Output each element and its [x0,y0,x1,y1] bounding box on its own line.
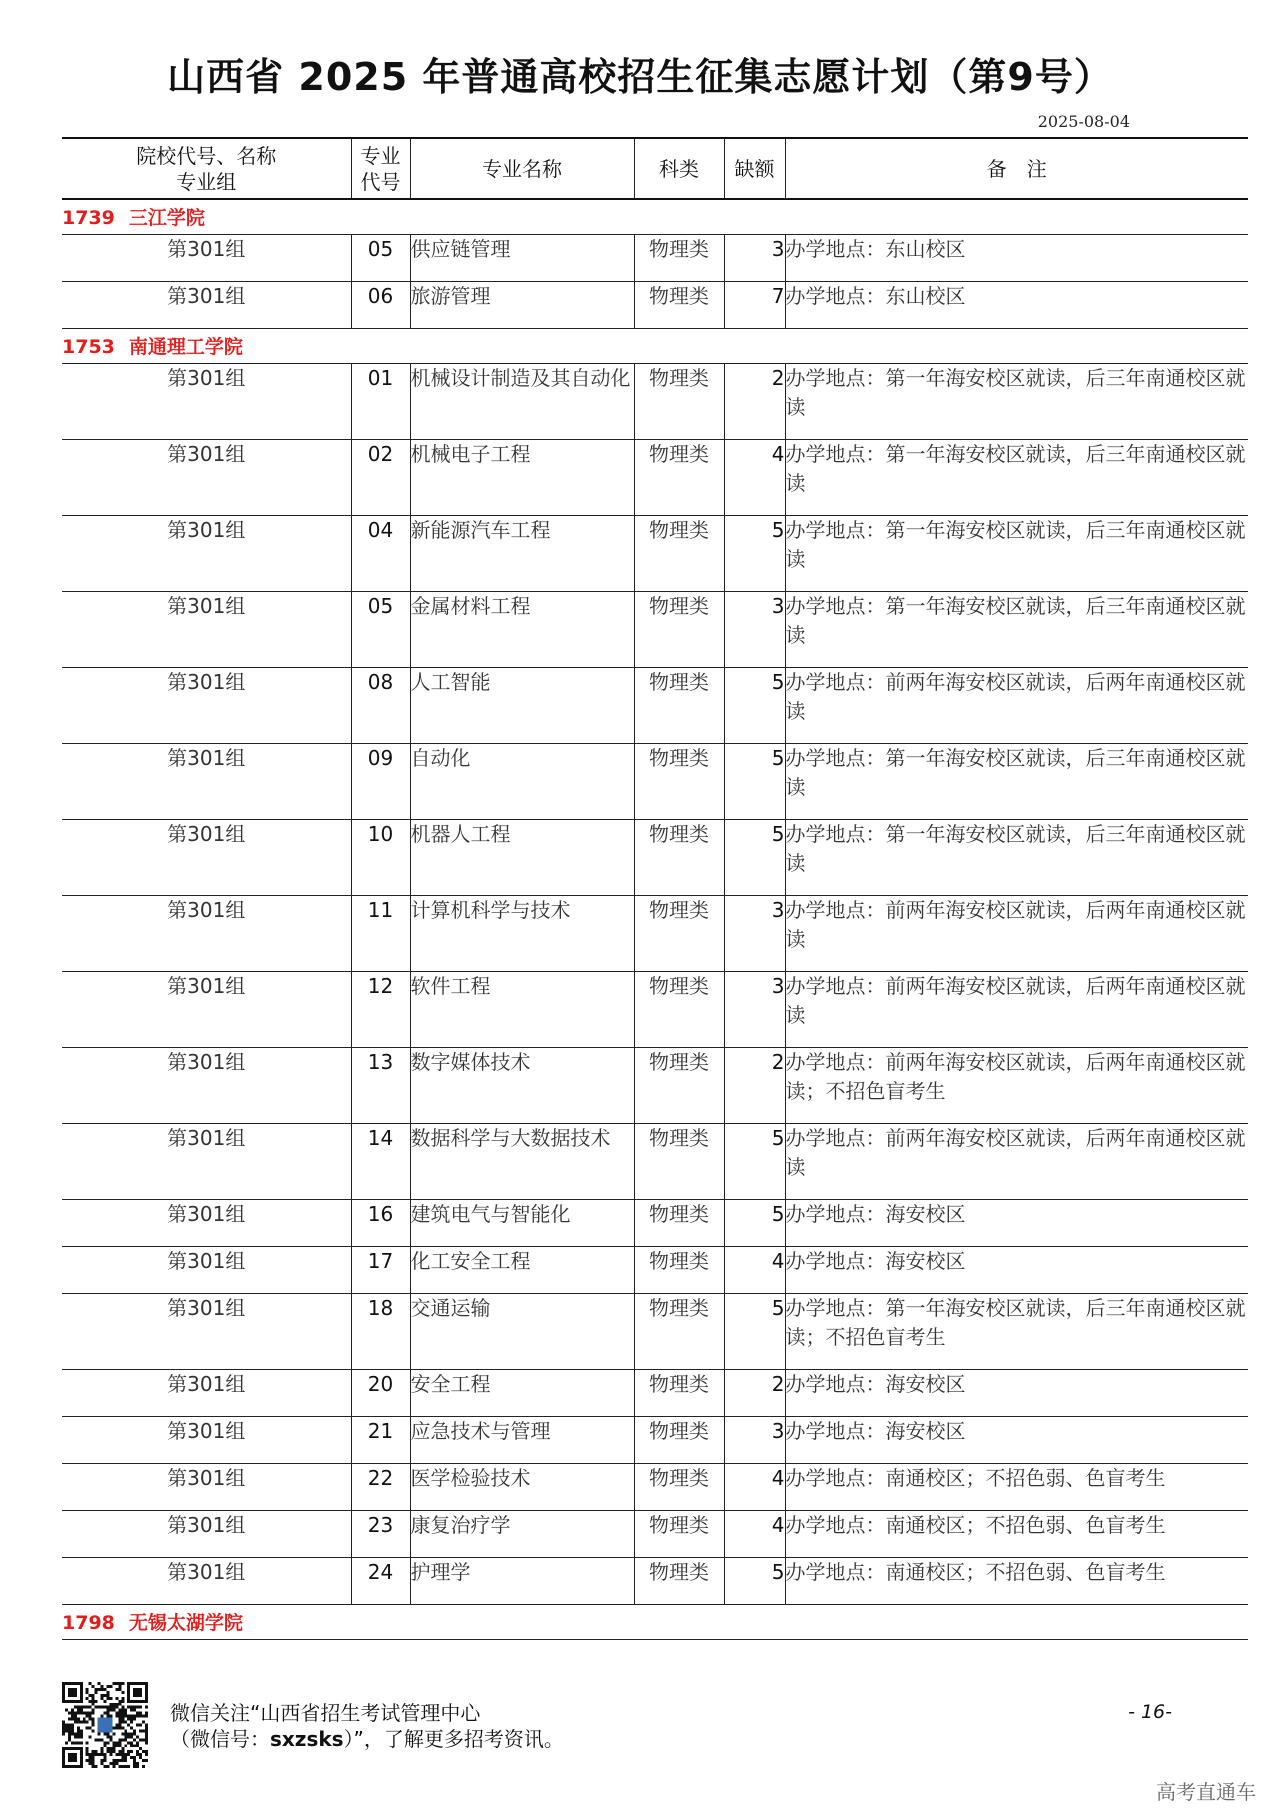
group-cell: 第301组 [62,1123,351,1199]
major-name-cell: 计算机科学与技术 [410,895,634,971]
group-cell: 第301组 [62,1047,351,1123]
major-code-cell: 05 [351,234,410,281]
quota-cell: 3 [724,234,785,281]
recruitment-plan-table [62,137,1248,1640]
major-name-cell: 机械设计制造及其自动化 [410,363,634,439]
quota-cell: 5 [724,1557,785,1604]
quota-cell: 4 [724,1463,785,1510]
quota-cell: 4 [724,1246,785,1293]
note-cell: 办学地点：东山校区 [785,234,1248,281]
group-cell: 第301组 [62,1416,351,1463]
table-row [62,667,1248,743]
header-quota: 缺额 [724,138,785,199]
group-cell: 第301组 [62,439,351,515]
major-name-cell: 应急技术与管理 [410,1416,634,1463]
group-cell: 第301组 [62,281,351,328]
school-code: 1753 [62,336,115,358]
table-row [62,591,1248,667]
group-cell: 第301组 [62,667,351,743]
note-cell: 办学地点：前两年海安校区就读，后两年南通校区就读 [785,667,1248,743]
major-name-cell: 金属材料工程 [410,591,634,667]
table-row [62,1123,1248,1199]
table-row [62,363,1248,439]
quota-cell: 3 [724,1416,785,1463]
group-cell: 第301组 [62,819,351,895]
quota-cell: 4 [724,439,785,515]
quota-cell: 5 [724,1293,785,1369]
major-name-cell: 医学检验技术 [410,1463,634,1510]
watermark-text: 高考直通车 [1156,1780,1256,1804]
group-cell: 第301组 [62,743,351,819]
note-cell: 办学地点：东山校区 [785,281,1248,328]
school-cell [62,328,1248,363]
note-cell: 办学地点：南通校区；不招色弱、色盲考生 [785,1557,1248,1604]
major-code-cell: 01 [351,363,410,439]
major-name-cell: 化工安全工程 [410,1246,634,1293]
quota-cell: 5 [724,515,785,591]
table-row [62,439,1248,515]
category-cell: 物理类 [634,971,724,1047]
group-cell: 第301组 [62,1557,351,1604]
school-name: 三江学院 [128,207,205,230]
page-title: 山西省 2025 年普通高校招生征集志愿计划（第9号） [167,55,1113,99]
major-name-cell: 数据科学与大数据技术 [410,1123,634,1199]
major-name-cell: 软件工程 [410,971,634,1047]
school-code: 1798 [62,1612,115,1634]
table-row [62,1246,1248,1293]
note-cell: 办学地点：第一年海安校区就读，后三年南通校区就读 [785,743,1248,819]
major-code-cell: 12 [351,971,410,1047]
category-cell: 物理类 [634,895,724,971]
category-cell: 物理类 [634,1557,724,1604]
category-cell: 物理类 [634,515,724,591]
note-cell: 办学地点：第一年海安校区就读，后三年南通校区就读 [785,819,1248,895]
quota-cell: 4 [724,1510,785,1557]
quota-cell: 5 [724,819,785,895]
page-number: - 16- [1128,1701,1172,1723]
school-cell [62,199,1248,234]
major-name-cell: 新能源汽车工程 [410,515,634,591]
category-cell: 物理类 [634,1416,724,1463]
note-cell: 办学地点：海安校区 [785,1416,1248,1463]
note-cell: 办学地点：南通校区；不招色弱、色盲考生 [785,1463,1248,1510]
table-row [62,234,1248,281]
major-code-cell: 16 [351,1199,410,1246]
major-name-cell: 机械电子工程 [410,439,634,515]
qr-code-icon [62,1682,148,1768]
table-row [62,1463,1248,1510]
group-cell: 第301组 [62,1293,351,1369]
major-code-cell: 13 [351,1047,410,1123]
category-cell: 物理类 [634,1047,724,1123]
header-school-line2: 专业组 [176,169,237,194]
category-cell: 物理类 [634,1123,724,1199]
group-cell: 第301组 [62,895,351,971]
header-code-line2: 代号 [360,169,401,194]
quota-cell: 2 [724,1047,785,1123]
table-row [62,1416,1248,1463]
table-row [62,1369,1248,1416]
footer-line1: 微信关注“山西省招生考试管理中心 [170,1701,481,1725]
major-name-cell: 安全工程 [410,1369,634,1416]
quota-cell: 3 [724,971,785,1047]
note-cell: 办学地点：前两年海安校区就读，后两年南通校区就读 [785,1123,1248,1199]
note-cell: 办学地点：第一年海安校区就读，后三年南通校区就读 [785,591,1248,667]
category-cell: 物理类 [634,819,724,895]
category-cell: 物理类 [634,281,724,328]
quota-cell: 3 [724,591,785,667]
footer-line2 [170,1726,564,1752]
major-code-cell: 05 [351,591,410,667]
major-code-cell: 22 [351,1463,410,1510]
category-cell: 物理类 [634,363,724,439]
table-row [62,1047,1248,1123]
major-code-cell: 18 [351,1293,410,1369]
table-header-row [62,138,1248,199]
category-cell: 物理类 [634,1199,724,1246]
major-code-cell: 04 [351,515,410,591]
note-cell: 办学地点：南通校区；不招色弱、色盲考生 [785,1510,1248,1557]
major-name-cell: 人工智能 [410,667,634,743]
publish-date: 2025-08-04 [1037,112,1130,131]
school-row [62,328,1248,363]
note-cell: 办学地点：前两年海安校区就读，后两年南通校区就读 [785,895,1248,971]
major-name-cell: 旅游管理 [410,281,634,328]
group-cell: 第301组 [62,1246,351,1293]
quota-cell: 2 [724,363,785,439]
quota-cell: 5 [724,1123,785,1199]
table-row [62,1293,1248,1369]
quota-cell: 5 [724,667,785,743]
note-cell: 办学地点：第一年海安校区就读，后三年南通校区就读；不招色盲考生 [785,1293,1248,1369]
school-row [62,199,1248,234]
group-cell: 第301组 [62,363,351,439]
header-school-group [62,138,351,199]
school-name: 南通理工学院 [128,336,243,358]
major-code-cell: 20 [351,1369,410,1416]
header-major-name: 专业名称 [410,138,634,199]
note-cell: 办学地点：前两年海安校区就读，后两年南通校区就读 [785,971,1248,1047]
category-cell: 物理类 [634,591,724,667]
major-code-cell: 24 [351,1557,410,1604]
group-cell: 第301组 [62,1199,351,1246]
note-cell: 办学地点：海安校区 [785,1369,1248,1416]
category-cell: 物理类 [634,439,724,515]
major-name-cell: 数字媒体技术 [410,1047,634,1123]
major-name-cell: 护理学 [410,1557,634,1604]
major-code-cell: 10 [351,819,410,895]
header-school-line1: 院校代号、名称 [136,143,277,168]
quota-cell: 3 [724,895,785,971]
category-cell: 物理类 [634,1463,724,1510]
table-row [62,819,1248,895]
category-cell: 物理类 [634,743,724,819]
quota-cell: 5 [724,743,785,819]
group-cell: 第301组 [62,234,351,281]
major-name-cell: 供应链管理 [410,234,634,281]
group-cell: 第301组 [62,971,351,1047]
wechat-id: sxzsks [270,1727,344,1751]
major-name-cell: 康复治疗学 [410,1510,634,1557]
header-note: 备 注 [785,138,1248,199]
major-name-cell: 交通运输 [410,1293,634,1369]
category-cell: 物理类 [634,1246,724,1293]
note-cell: 办学地点：海安校区 [785,1199,1248,1246]
table-row [62,971,1248,1047]
major-code-cell: 17 [351,1246,410,1293]
note-cell: 办学地点：第一年海安校区就读，后三年南通校区就读 [785,515,1248,591]
table-row [62,1557,1248,1604]
major-code-cell: 09 [351,743,410,819]
quota-cell: 7 [724,281,785,328]
quota-cell: 5 [724,1199,785,1246]
major-code-cell: 02 [351,439,410,515]
note-cell: 办学地点：海安校区 [785,1246,1248,1293]
table-row [62,515,1248,591]
school-cell [62,1604,1248,1639]
category-cell: 物理类 [634,1293,724,1369]
major-name-cell: 机器人工程 [410,819,634,895]
category-cell: 物理类 [634,1369,724,1416]
table-row [62,895,1248,971]
major-code-cell: 21 [351,1416,410,1463]
note-cell: 办学地点：第一年海安校区就读，后三年南通校区就读 [785,439,1248,515]
major-name-cell: 自动化 [410,743,634,819]
group-cell: 第301组 [62,1369,351,1416]
category-cell: 物理类 [634,1510,724,1557]
category-cell: 物理类 [634,667,724,743]
footer-line2-suffix: ）”，了解更多招考资讯。 [343,1727,564,1751]
table-row [62,1199,1248,1246]
school-row [62,1604,1248,1639]
major-code-cell: 23 [351,1510,410,1557]
group-cell: 第301组 [62,515,351,591]
header-category: 科类 [634,138,724,199]
table-row [62,281,1248,328]
footer-line2-prefix: （微信号： [170,1727,270,1751]
major-code-cell: 14 [351,1123,410,1199]
major-name-cell: 建筑电气与智能化 [410,1199,634,1246]
major-code-cell: 06 [351,281,410,328]
group-cell: 第301组 [62,591,351,667]
school-code: 1739 [62,207,115,230]
quota-cell: 2 [724,1369,785,1416]
major-code-cell: 08 [351,667,410,743]
group-cell: 第301组 [62,1510,351,1557]
table-row [62,1510,1248,1557]
table-body [62,199,1248,1639]
note-cell: 办学地点：第一年海安校区就读，后三年南通校区就读 [785,363,1248,439]
major-code-cell: 11 [351,895,410,971]
header-code-line1: 专业 [360,143,401,168]
footer-notice [170,1700,564,1752]
category-cell: 物理类 [634,234,724,281]
note-cell: 办学地点：前两年海安校区就读，后两年南通校区就读；不招色盲考生 [785,1047,1248,1123]
group-cell: 第301组 [62,1463,351,1510]
school-name: 无锡太湖学院 [128,1612,243,1634]
header-major-code [351,138,410,199]
table-row [62,743,1248,819]
